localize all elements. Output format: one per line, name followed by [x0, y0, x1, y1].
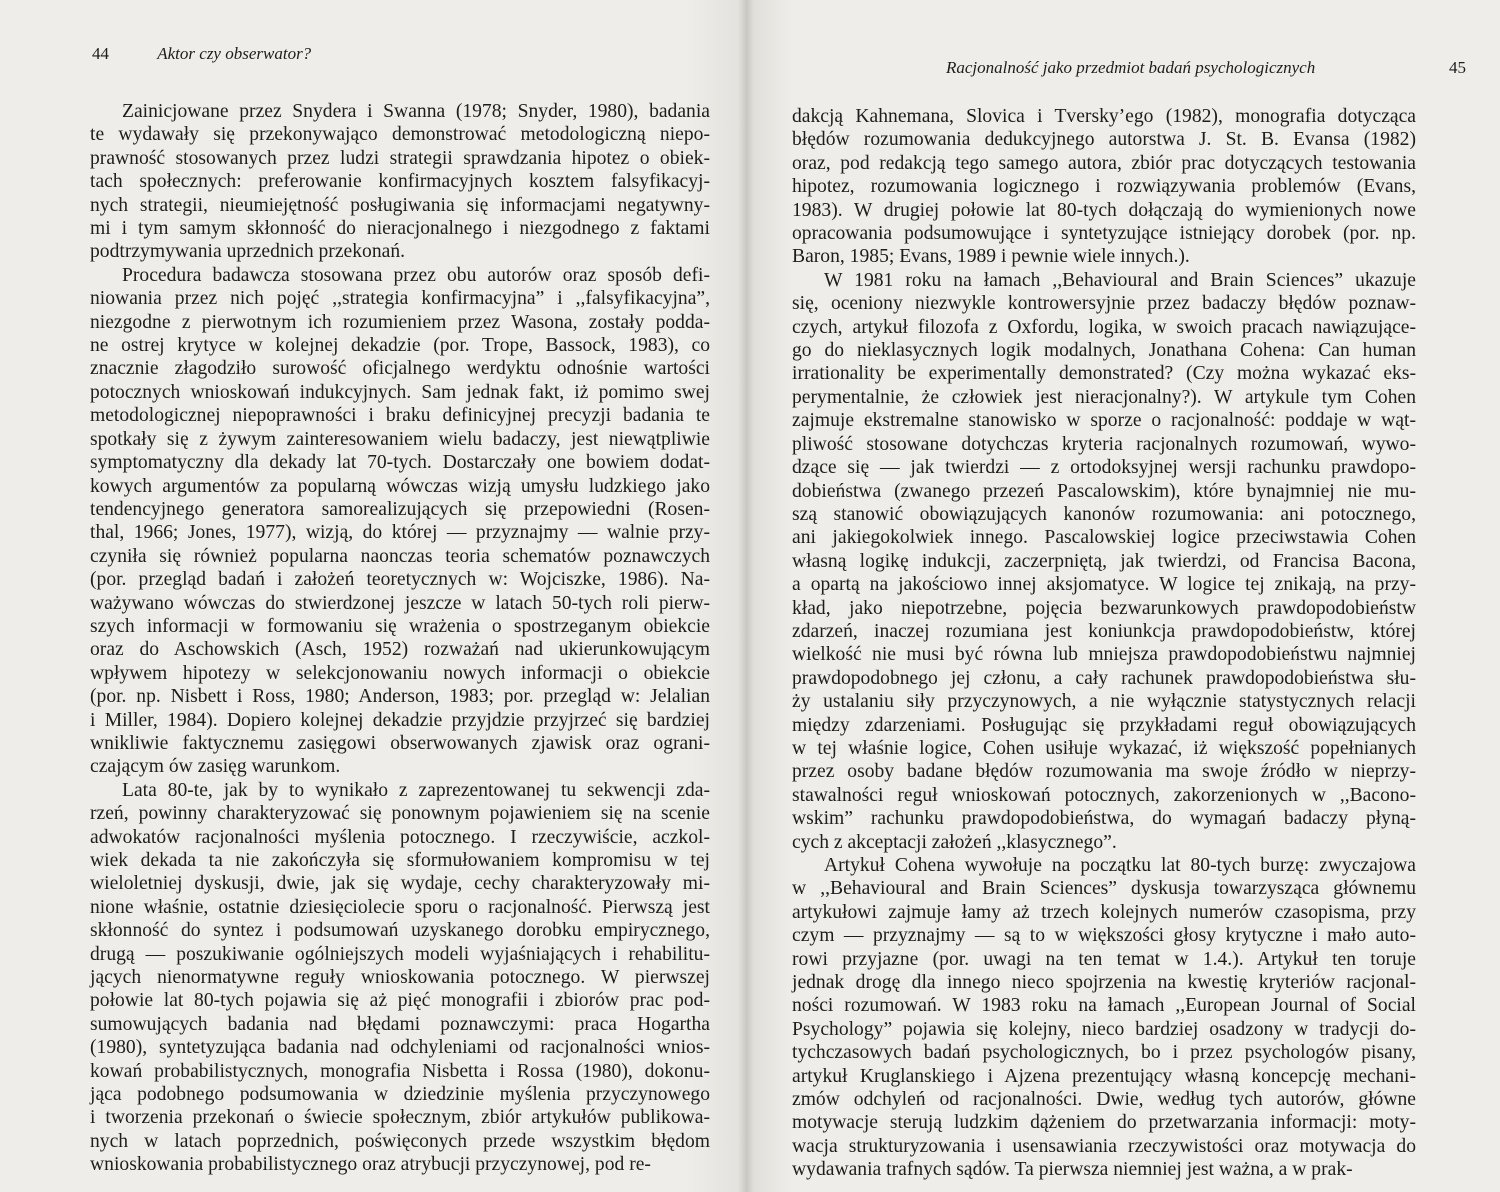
text-line: (por. np. Nisbett i Ross, 1980; Anderson, 1983; por. przegląd w: Jelalian	[90, 686, 710, 708]
text-line: podtrzymywania uprzednich przekonań.	[90, 241, 406, 263]
text-line: skłonność do syntez i podsumowań uzyskanego dorobku empirycznego,	[90, 920, 710, 942]
text-line: Psychology” pojawia się kolejny, nieco bardziej osadzony w tradycji do-	[792, 1018, 1416, 1040]
text-line: oraz do Aschowskich (Asch, 1952) rozważań nad ukierunkowującym	[90, 639, 710, 661]
text-line: (por. przegląd badań i założeń teoretycznych w: Wojciszke, 1986). Na-	[90, 569, 710, 591]
text-line: artykułowi zajmuje łamy aż trzech kolejnych numerów czasopisma, przy	[792, 901, 1416, 923]
text-line: thal, 1966; Jones, 1977), wizją, do której — przyznajmy — walnie przy-	[90, 522, 710, 544]
text-line: zdarzeń, inaczej rozumiana jest koniunkcja prawdopodobieństw, której	[792, 620, 1416, 642]
text-line: hipotez, rozumowania logicznego i rozwiązywania problemów (Evans,	[792, 176, 1416, 198]
text-line: potocznych wnioskowań indukcyjnych. Sam jednak fakt, iż pomimo swej	[90, 381, 710, 403]
text-line: szą stanowić obowiązujących kanonów rozumowania: ani potocznego,	[792, 503, 1416, 525]
text-line: drugą — poszukiwanie ogólniejszych modeli wyjaśniających i rehabilitu-	[90, 943, 710, 965]
text-line: tychczasowych badań psychologicznych, bo i przez psychologów pisany,	[792, 1042, 1416, 1064]
text-line: Baron, 1985; Evans, 1989 i pewnie wiele innych.).	[792, 246, 1190, 268]
left-page-number: 44	[92, 44, 109, 63]
text-line: wskim” rachunku prawdopodobieństwa, do wymagań badaczy płyną-	[792, 808, 1416, 830]
text-line: czyniła się również popularna naonczas teoria schematów poznawczych	[90, 545, 710, 567]
text-line: w ,,Behavioural and Brain Sciences” dyskusja towarzysząca głównemu	[792, 878, 1416, 900]
right-page-number: 45	[1449, 58, 1466, 77]
text-line: cych z akceptacji założeń ,,klasycznego”.	[792, 831, 1117, 853]
paragraph	[792, 269, 1416, 854]
text-line: i tworzenia przekonań o świecie społecznym, zbiór artykułów publikowa-	[90, 1107, 710, 1129]
text-line: 1983). W drugiej połowie lat 80-tych dołączają do wymienionych nowe	[792, 199, 1416, 221]
text-line: zajmuje ekstremalne stanowisko w sporze o racjonalność: poddaje w wąt-	[792, 410, 1416, 432]
text-line: irrationality be experimentally demonstrated? (Czy można wykazać eks-	[792, 363, 1416, 385]
paragraph	[792, 105, 1416, 269]
text-line: między zdarzeniami. Posługując się przykładami reguł obowiązujących	[792, 714, 1416, 736]
text-line: błędów rozumowania dedukcyjnego autorstwa J. St. B. Evansa (1982)	[792, 129, 1416, 151]
left-page	[0, 0, 746, 1192]
text-line: artykuł Kruglanskiego i Ajzena prezentujący własną koncepcję mechani-	[792, 1065, 1416, 1087]
right-running-head: Racjonalność jako przedmiot badań psychologicznych	[946, 58, 1316, 77]
book-gutter	[738, 0, 754, 1192]
text-line: nione właśnie, ostatnie dziesięciolecie sporu o racjonalność. Pierwszą jest	[90, 896, 710, 918]
text-line: dobieństwa (zwanego przezeń Pascalowskim), które bynajmniej nie mu-	[792, 480, 1416, 502]
text-line: rowi przyjazne (por. uwagi na ten temat w 1.4.). Artykuł ten toruje	[792, 948, 1416, 970]
text-line: ży ustalaniu siły przyczynowych, a nie wyłącznie statystycznych relacji	[792, 691, 1416, 713]
text-line: tendencyjnego generatora samorealizujących się przepowiedni (Rosen-	[90, 498, 710, 520]
text-line: go do nieklasycznych logik modalnych, Jonathana Cohena: Can human	[792, 340, 1416, 362]
text-line: wielkość nie musi być równa lub mniejsza prawdopodobieństwu najmniej	[792, 644, 1416, 666]
text-line: wiek dekada ta nie zakończyła się sformułowaniem kompromisu w tej	[90, 850, 710, 871]
right-page-body	[792, 105, 1416, 1182]
left-page-header	[92, 44, 311, 64]
text-line: znacznie złagodziło surowość oficjalnego werdyktu odnośnie wartości	[90, 358, 710, 380]
text-line: a opartą na jakościowo innej aksjomatyce. W logice tej znikają, na przy-	[792, 574, 1416, 596]
text-line: kowych argumentów za popularną wówczas wizją umysłu ludzkiego jako	[90, 475, 710, 497]
text-line: wydawania trafnych sądów. Ta pierwsza niemniej jest ważna, a w prak-	[792, 1159, 1353, 1181]
text-line: niezgodne z pierwotnym ich rozumieniem przez Wasona, zostały podda-	[90, 311, 710, 333]
text-line: wieloletniej dyskusji, dwie, jak się wydaje, cechy charakteryzowały mi-	[90, 873, 710, 895]
text-line: ważywano wówczas do stwierdzonej jeszcze w latach 50-tych roli pierw-	[90, 592, 710, 614]
paragraph	[90, 779, 710, 1177]
text-line: pliwość stosowane dotychczas kryteria racjonalnych rozumowań, wywo-	[792, 433, 1416, 455]
text-line: ności rozumowań. W 1983 roku na łamach ,,European Journal of Social	[792, 995, 1416, 1017]
left-running-head: Aktor czy obserwator?	[157, 44, 312, 63]
text-line: opracowania podsumowujące i syntetyzujące istniejący dorobek (por. np.	[792, 223, 1416, 245]
text-line: przez osoby badane błędów rozumowania ma swoje źródło w nieprzy-	[792, 761, 1416, 783]
text-line: własną logikę indukcji, zaczerpniętą, jak twierdzi, od Francisa Bacona,	[792, 550, 1416, 572]
text-line: nych w latach poprzednich, poświęconych przede wszystkim błędom	[90, 1130, 710, 1152]
text-line: dakcją Kahnemana, Slovica i Tversky’ego (1982), monografia dotycząca	[792, 106, 1416, 127]
text-line: mi i tym samym skłonność do nieracjonalnego i niezgodnego z faktami	[90, 218, 710, 240]
text-line: i Miller, 1984). Dopiero kolejnej dekadzie przyjdzie przyjrzeć się bardziej	[90, 709, 710, 731]
text-line: jednak drogę dla innego nieco spojrzenia na kwestię kryteriów racjonal-	[792, 972, 1416, 994]
text-line: Lata 80-te, jak by to wynikało z zaprezentowanej tu sekwencji zda-	[122, 779, 710, 801]
right-page	[746, 0, 1500, 1192]
text-line: symptomatyczny dla dekady lat 70-tych. Dostarczały one bowiem dodat-	[90, 452, 710, 474]
text-line: jących nienormatywne reguły wnioskowania potocznego. W pierwszej	[90, 967, 710, 989]
text-line: prawność stosowanych przez ludzi strategii sprawdzania hipotez o obiek-	[90, 147, 710, 169]
text-line: wnikliwie faktycznemu zasięgowi obserwowanych zjawisk oraz ograni-	[90, 732, 710, 754]
text-line: Procedura badawcza stosowana przez obu autorów oraz sposób defi-	[122, 264, 710, 286]
text-line: spotkały się z żywym zainteresowaniem wielu badaczy, jest niewątpliwie	[90, 428, 710, 450]
text-line: jąca podobnego podsumowania w dziedzinie myślenia przyczynowego	[90, 1084, 710, 1106]
text-line: zmów odchyleń od racjonalności. Dwie, według tych autorów, główne	[792, 1089, 1416, 1111]
text-line: kład, jako niepotrzebne, pojęcia bezwarunkowych prawdopodobieństw	[792, 597, 1416, 619]
text-line: rzeń, powinny charakteryzować się ponownym pojawieniem się na scenie	[90, 803, 710, 825]
text-line: połowie lat 80-tych pojawia się aż pięć monografii i zbiorów prac pod-	[90, 990, 710, 1012]
text-line: wacja strukturyzowania i usensawiania rzeczywistości oraz motywacja do	[792, 1135, 1416, 1157]
text-line: prawdopodobnego jej członu, a cały rachunek prawdopodobieństwa słu-	[792, 667, 1416, 689]
text-line: stawalności reguł wnioskowań potocznych, zakorzenionych w ,,Bacono-	[792, 784, 1416, 806]
text-line: motywacje sterują ludzkim dążeniem do przetwarzania informacji: moty-	[792, 1112, 1416, 1134]
text-line: (1980), syntetyzująca badania nad odchyleniami od racjonalności wnios-	[90, 1037, 710, 1059]
text-line: wnioskowania probabilistycznego oraz atrybucji przyczynowej, pod re-	[90, 1154, 651, 1176]
text-line: sumowujących badania nad błędami poznawczymi: praca Hogartha	[90, 1013, 710, 1035]
text-line: szych informacji w formowaniu się wrażenia o spostrzeganym obiekcie	[90, 615, 710, 637]
text-line: czych, artykuł filozofa z Oxfordu, logika, w swoich pracach nawiązujące-	[792, 316, 1416, 338]
text-line: oraz, pod redakcją tego samego autora, zbiór prac dotyczących testowania	[792, 152, 1416, 174]
text-line: Artykuł Cohena wywołuje na początku lat 80-tych burzę: zwyczajowa	[824, 855, 1416, 876]
text-line: ne ostrej krytyce w kolejnej dekadzie (por. Trope, Bassock, 1983), co	[90, 335, 710, 357]
text-line: niowania przez nich pojęć ,,strategia konfirmacyjna” i ,,falsyfikacyjna”,	[90, 288, 710, 310]
text-line: W 1981 roku na łamach ,,Behavioural and Brain Sciences” ukazuje	[824, 269, 1416, 291]
text-line: się, oceniony niezwykle kontrowersyjnie przez badaczy błędów poznaw-	[792, 293, 1416, 315]
text-line: te wydawały się przekonywająco demonstrować metodologiczną niepo-	[90, 124, 710, 146]
text-line: czym — przyznajmy — są to w większości głosy krytyczne i mało auto-	[792, 925, 1416, 947]
text-line: adwokatów racjonalności myślenia potocznego. I rzeczywiście, aczkol-	[90, 826, 710, 848]
text-line: metodologicznej niepoprawności i braku definicyjnej precyzji badania te	[90, 405, 710, 427]
left-page-body	[90, 100, 710, 1177]
text-line: perymentalnie, że człowiek jest nieracjonalny?). W artykule tym Cohen	[792, 386, 1416, 408]
text-line: ani jakiegokolwiek innego. Pascalowskiej logice przeciwstawia Cohen	[792, 527, 1416, 549]
paragraph	[90, 264, 710, 779]
text-line: czającym ów zasięg warunkom.	[90, 756, 341, 778]
text-line: nych strategii, nieumiejętność posługiwania się informacjami negatywny-	[90, 194, 710, 216]
text-line: dzące się — jak twierdzi — z ortodoksyjnej wersji rachunku prawdopo-	[792, 457, 1416, 479]
paragraph	[90, 100, 710, 264]
text-line: kowań probabilistycznych, monografia Nisbetta i Rossa (1980), dokonu-	[90, 1060, 710, 1082]
text-line: tach społecznych: preferowanie konfirmacyjnych kosztem falsyfikacyj-	[90, 171, 710, 193]
text-line: wpływem hipotezy w selekcjonowaniu nowych informacji o obiekcie	[90, 662, 710, 684]
text-line: Zainicjowane przez Snydera i Swanna (1978; Snyder, 1980), badania	[122, 101, 710, 122]
paragraph	[792, 854, 1416, 1182]
text-line: w tej właśnie logice, Cohen usiłuje wykazać, iż większość popełnianych	[792, 737, 1416, 759]
